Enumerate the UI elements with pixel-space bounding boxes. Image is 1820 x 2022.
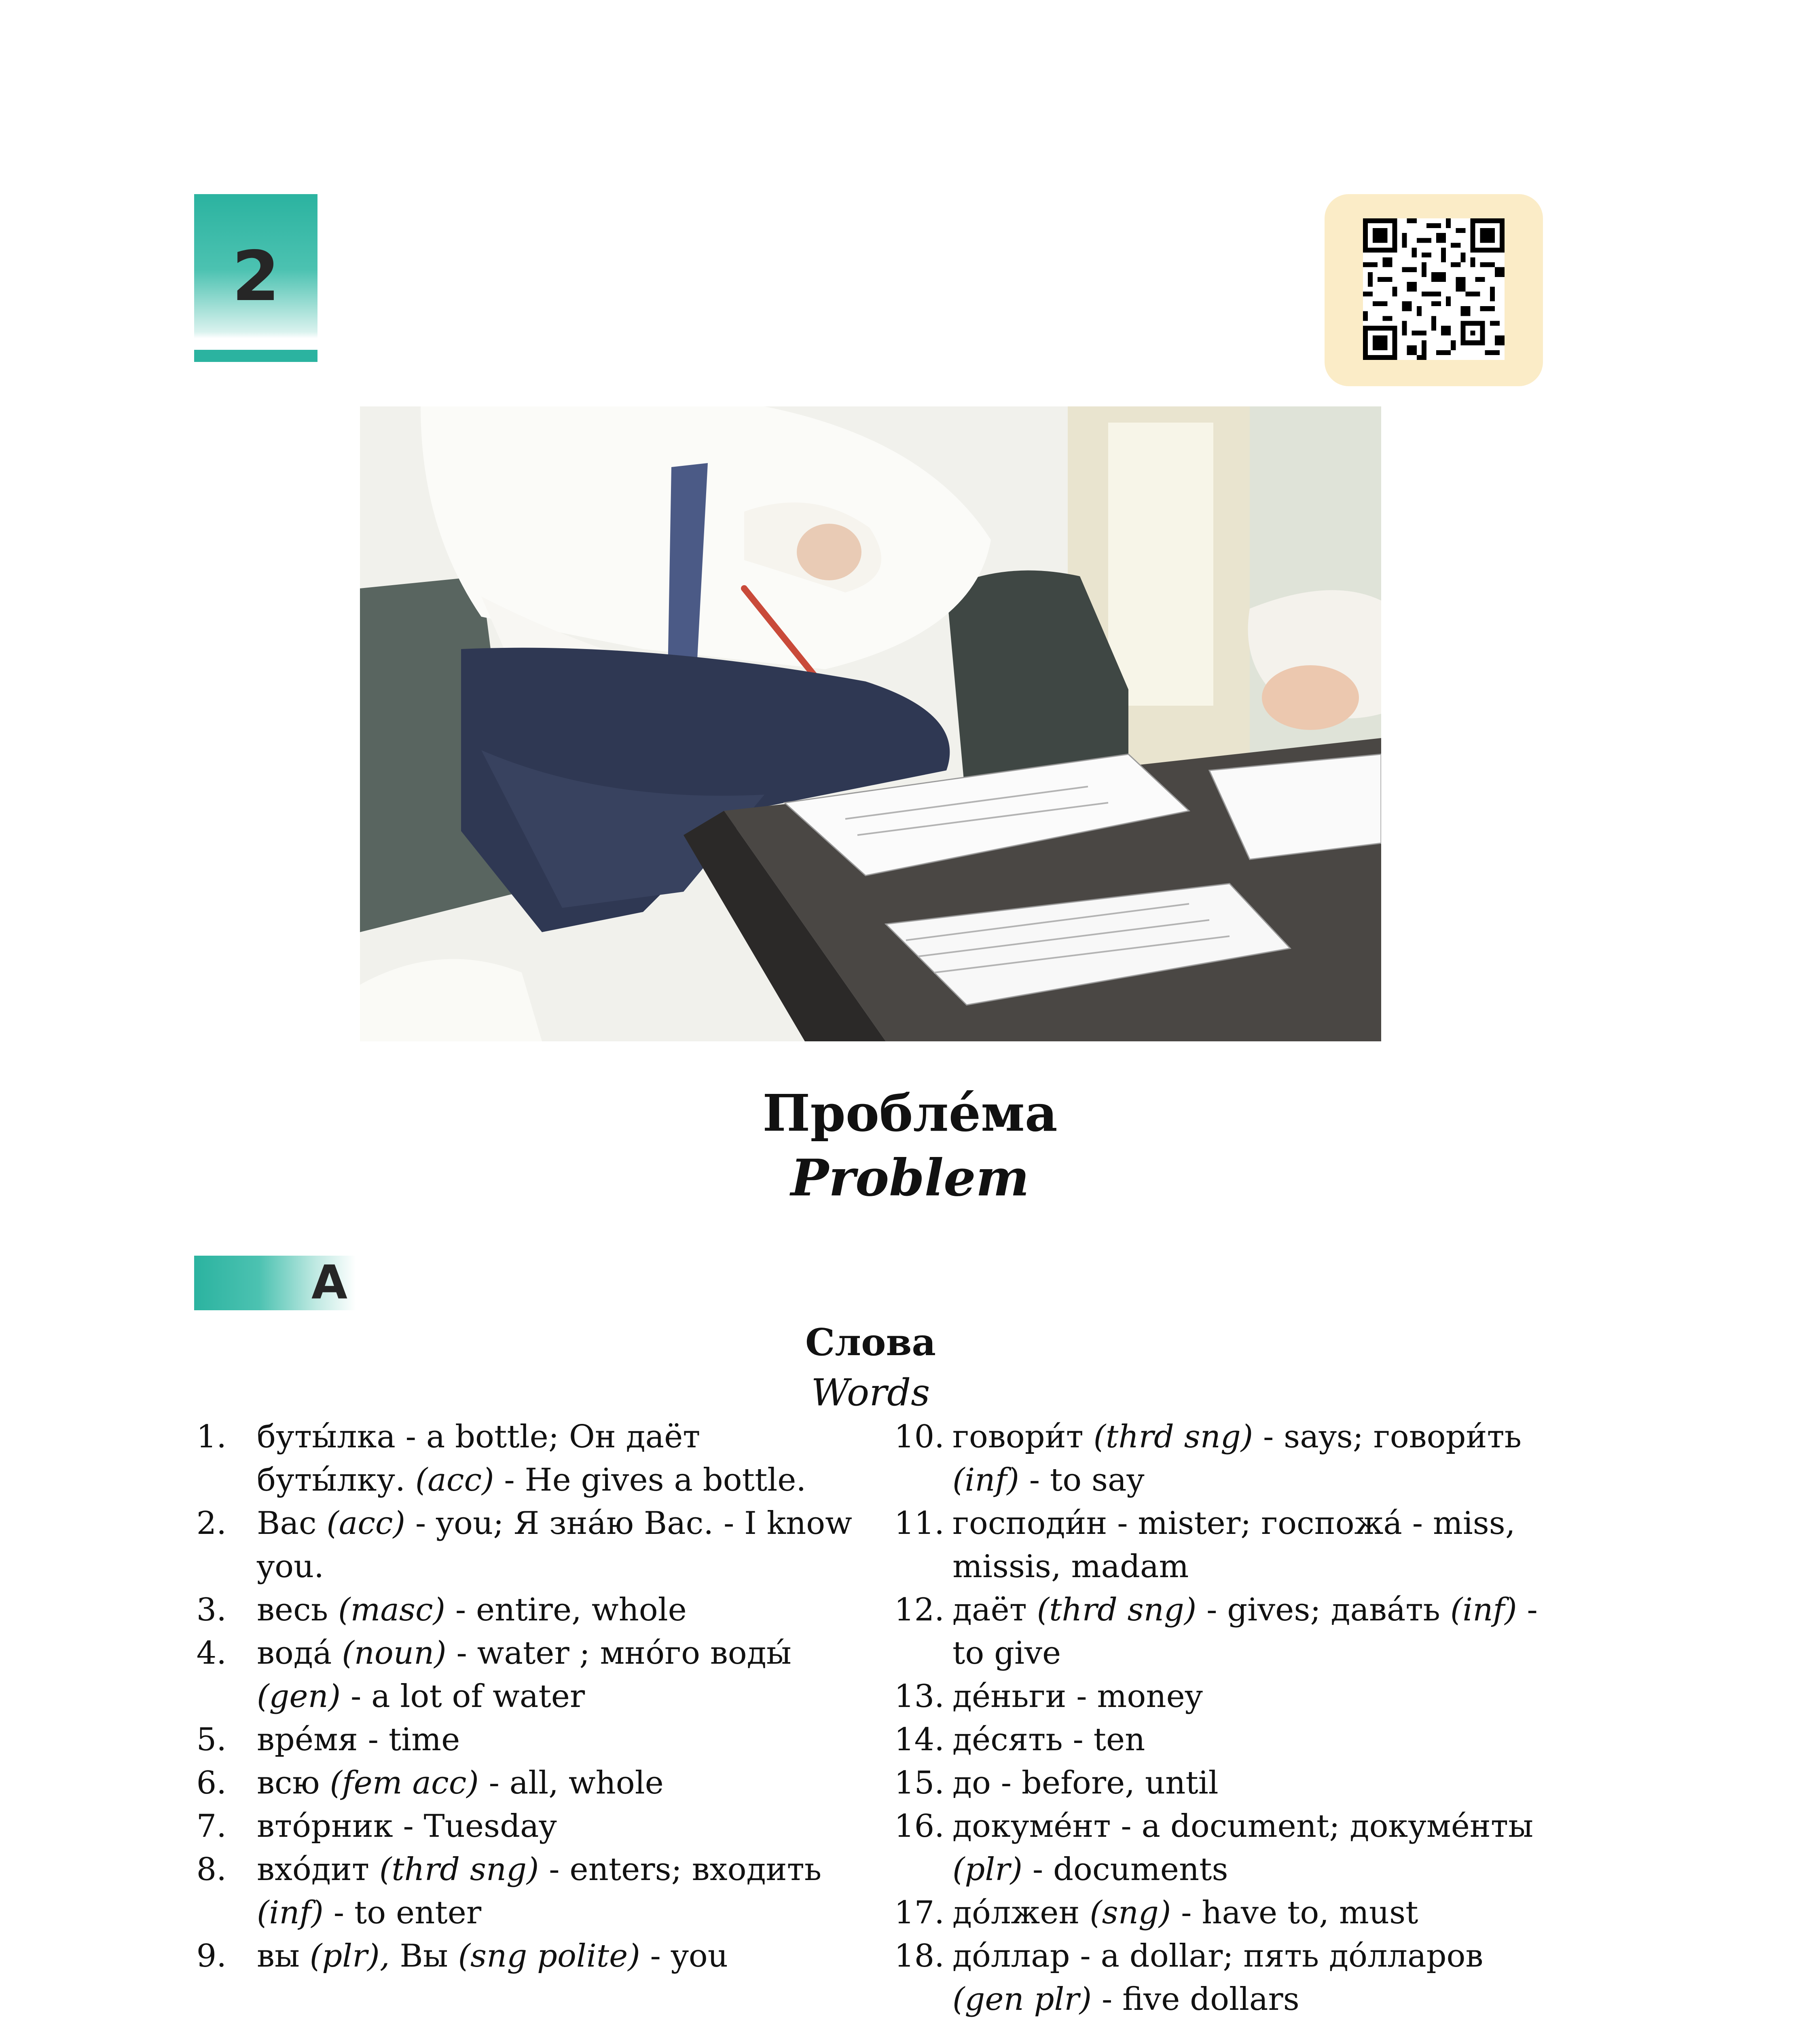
- entry-text: [952, 1415, 1559, 1502]
- entry-text: [952, 1805, 1559, 1891]
- entry-fragment: - to say: [1019, 1462, 1145, 1498]
- entry-fragment: всю: [257, 1765, 330, 1801]
- grammar-note: (thrd sng): [1037, 1592, 1197, 1628]
- section-tab: [194, 1256, 356, 1310]
- entry-number: 6.: [196, 1765, 226, 1801]
- entry-fragment: даёт: [952, 1592, 1037, 1628]
- vocabulary-entry: [892, 1588, 1559, 1675]
- vocabulary-entry: [892, 1805, 1559, 1891]
- entry-number: 12.: [894, 1592, 944, 1628]
- entry-fragment: до́ллар - a dollar; пять до́лларов: [952, 1938, 1484, 1974]
- entry-text: [952, 1891, 1559, 1935]
- entry-number: 11.: [894, 1505, 944, 1542]
- chapter-number-tab: [194, 194, 317, 362]
- grammar-note: (sng polite): [458, 1938, 640, 1974]
- entry-text: [257, 1848, 853, 1935]
- grammar-note: (masc): [338, 1592, 446, 1628]
- qr-code-icon: [1363, 218, 1505, 360]
- entry-fragment: - you: [640, 1938, 728, 1974]
- vocabulary-entry: [892, 1718, 1559, 1762]
- vocabulary-entry: [892, 1935, 1559, 2021]
- entry-number: 7.: [196, 1808, 226, 1844]
- grammar-note: (sng): [1090, 1895, 1171, 1931]
- vocabulary-entry: [190, 1588, 853, 1632]
- entry-text: [257, 1805, 853, 1848]
- entry-number: 1.: [196, 1419, 226, 1455]
- entry-fragment: вре́мя - time: [257, 1722, 460, 1758]
- grammar-note: (plr): [952, 1851, 1023, 1888]
- entry-text: [952, 1935, 1559, 2021]
- vocabulary-entry: [190, 1718, 853, 1762]
- entry-text: [257, 1718, 853, 1762]
- grammar-note: (plr),: [309, 1938, 390, 1974]
- chapter-number: 2: [232, 237, 280, 317]
- entry-number: 4.: [196, 1635, 226, 1671]
- vocabulary-entry: [892, 1502, 1559, 1588]
- grammar-note: (thrd sng): [1093, 1419, 1253, 1455]
- entry-text: [257, 1588, 853, 1632]
- vocabulary-entry: [190, 1805, 853, 1848]
- entry-number: 5.: [196, 1722, 226, 1758]
- grammar-note: (inf): [1450, 1592, 1517, 1628]
- vocabulary-entry: [190, 1935, 853, 1978]
- entry-fragment: докуме́нт - a document; докуме́нты: [952, 1808, 1534, 1844]
- entry-number: 10.: [894, 1419, 944, 1455]
- entry-text: [257, 1632, 853, 1718]
- entry-fragment: - entire, whole: [445, 1592, 687, 1628]
- entry-fragment: вы: [257, 1938, 310, 1974]
- entry-fragment: весь: [257, 1592, 339, 1628]
- entry-fragment: - five dollars: [1092, 1981, 1299, 2018]
- entry-fragment: - you; Я зна́ю Вас. - I know you.: [257, 1505, 852, 1585]
- entry-number: 9.: [196, 1938, 226, 1974]
- vocabulary-entry: [892, 1891, 1559, 1935]
- grammar-note: (gen): [257, 1678, 341, 1715]
- words-heading-russian: Слова: [805, 1320, 936, 1364]
- words-heading-english: Words: [811, 1371, 930, 1414]
- grammar-note: (inf): [257, 1895, 324, 1931]
- grammar-note: (acc): [415, 1462, 494, 1498]
- entry-fragment: - water ; мно́го воды́: [446, 1635, 791, 1671]
- vocabulary-entry: [190, 1632, 853, 1718]
- qr-code-panel[interactable]: [1325, 194, 1543, 386]
- entry-fragment: - a lot of water: [341, 1678, 585, 1715]
- entry-fragment: господи́н - mister; госпожа́ - miss, missis, madam: [952, 1505, 1515, 1585]
- grammar-note: (inf): [952, 1462, 1019, 1498]
- entry-fragment: буты́лка - a bottle; Он даёт буты́лку.: [257, 1419, 700, 1498]
- entry-text: [257, 1415, 853, 1502]
- grammar-note: (noun): [342, 1635, 447, 1671]
- entry-number: 16.: [894, 1808, 944, 1844]
- entry-fragment: до́лжен: [952, 1895, 1090, 1931]
- grammar-note: (acc): [326, 1505, 406, 1542]
- section-letter: A: [311, 1256, 348, 1310]
- entry-fragment: - documents: [1022, 1851, 1228, 1888]
- entry-number: 18.: [894, 1938, 944, 1974]
- entry-text: [952, 1675, 1559, 1718]
- vocabulary-entry: [190, 1502, 853, 1588]
- entry-text: [257, 1935, 853, 1978]
- entry-text: [257, 1762, 853, 1805]
- entry-fragment: Вас: [257, 1505, 327, 1542]
- vocabulary-entry: [190, 1848, 853, 1935]
- grammar-note: (thrd sng): [379, 1851, 539, 1888]
- vocabulary-list-right: [892, 1415, 1559, 2021]
- vocabulary-entry: [892, 1762, 1559, 1805]
- entry-fragment: де́сять - ten: [952, 1722, 1145, 1758]
- entry-fragment: - He gives a bottle.: [494, 1462, 806, 1498]
- entry-number: 8.: [196, 1851, 226, 1888]
- entry-text: [257, 1502, 853, 1588]
- entry-fragment: говори́т: [952, 1419, 1094, 1455]
- vocabulary-entry: [892, 1415, 1559, 1502]
- entry-number: 13.: [894, 1678, 944, 1715]
- entry-fragment: Вы: [389, 1938, 458, 1974]
- entry-text: [952, 1718, 1559, 1762]
- entry-fragment: вода́: [257, 1635, 342, 1671]
- entry-fragment: вхо́дит: [257, 1851, 379, 1888]
- entry-number: 17.: [894, 1895, 944, 1931]
- vocabulary-entry: [892, 1675, 1559, 1718]
- lesson-title-russian: Пробле́ма: [762, 1084, 1058, 1143]
- grammar-note: (gen plr): [952, 1981, 1092, 2018]
- entry-text: [952, 1588, 1559, 1675]
- entry-fragment: до - before, until: [952, 1765, 1219, 1801]
- vocabulary-entry: [190, 1762, 853, 1805]
- illustration-business-meeting: [360, 406, 1381, 1041]
- chapter-tab-underline: [194, 350, 317, 362]
- grammar-note: (fem acc): [330, 1765, 479, 1801]
- lesson-title-english: Problem: [791, 1148, 1029, 1208]
- entry-number: 15.: [894, 1765, 944, 1801]
- entry-fragment: - to enter: [323, 1895, 482, 1931]
- vocabulary-list-left: [190, 1415, 853, 1978]
- entry-fragment: де́ньги - money: [952, 1678, 1203, 1715]
- entry-fragment: - to give: [952, 1592, 1538, 1671]
- illustration-drawing: [360, 406, 1381, 1041]
- entry-number: 3.: [196, 1592, 226, 1628]
- entry-fragment: - gives; дава́ть: [1196, 1592, 1450, 1628]
- vocabulary-entry: [190, 1415, 853, 1502]
- entry-fragment: - enters; входить: [539, 1851, 822, 1888]
- entry-number: 2.: [196, 1505, 226, 1542]
- entry-fragment: - says; говори́ть: [1253, 1419, 1522, 1455]
- entry-fragment: - have to, must: [1171, 1895, 1418, 1931]
- entry-fragment: вто́рник - Tuesday: [257, 1808, 557, 1844]
- entry-fragment: - all, whole: [478, 1765, 664, 1801]
- entry-number: 14.: [894, 1722, 944, 1758]
- entry-text: [952, 1762, 1559, 1805]
- entry-text: [952, 1502, 1559, 1588]
